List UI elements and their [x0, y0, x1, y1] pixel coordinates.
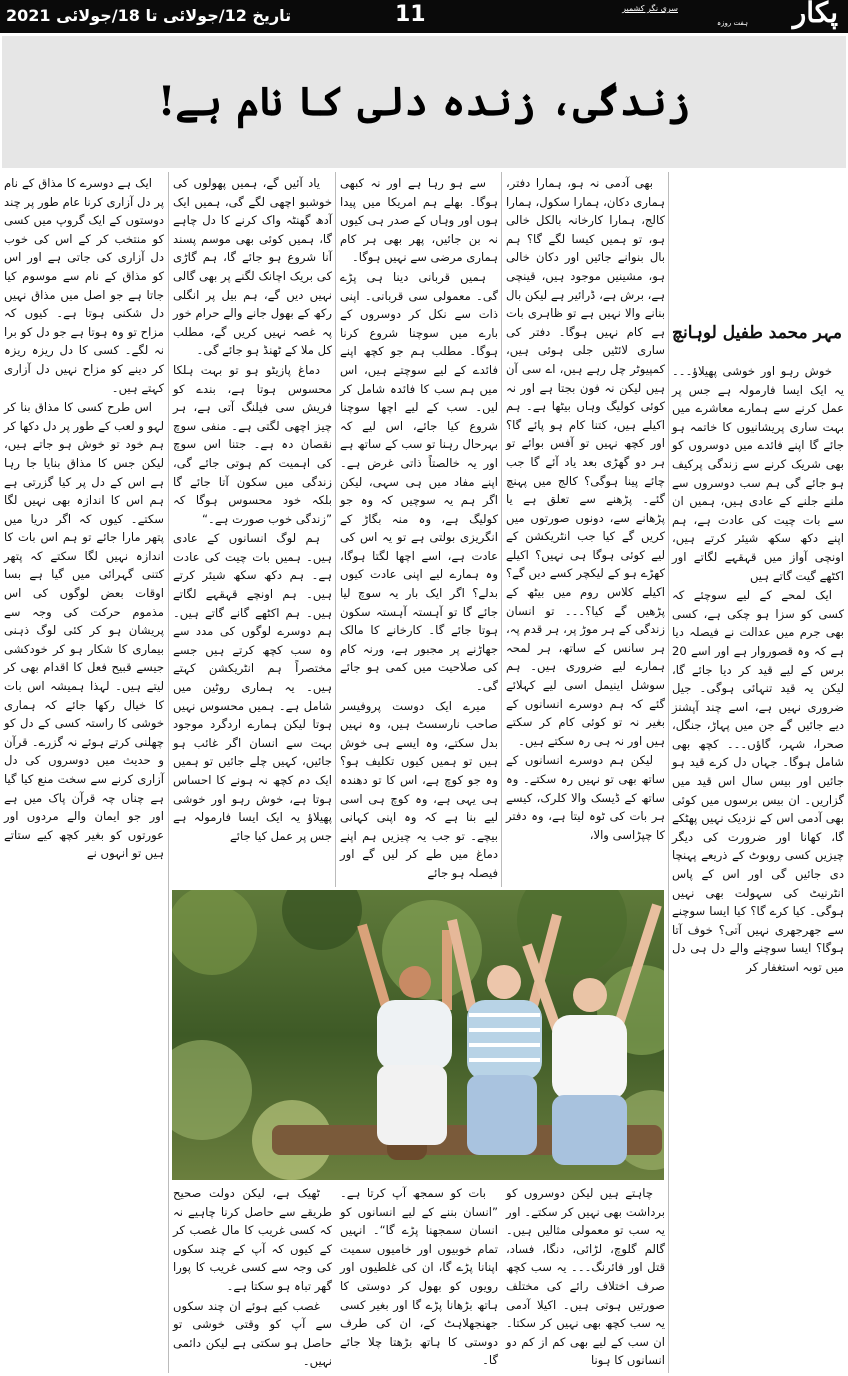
article-column-1-top [672, 362, 844, 978]
article-byline: مہر محمد طفیل لوہانچ [672, 323, 842, 343]
masthead-logo [598, 0, 848, 33]
issue-date: تاریخ 12/جولائی تا 18/جولائی 2021 [6, 6, 292, 25]
article-paragraph: اس طرح کسی کا مذاق بنا کر لہو و لعب کے طور پر دل دکھا کر ہم خود تو خوش ہو جاتے ہیں، لیکن جس کا مذاق بنایا جا رہا ہے اس کے دل پر کیا گزرتی ہے ہم اس کا اندازہ بھی نہیں لگا سکتے۔ کیوں کہ اگر دریا میں پتھر مارا جائے تو ہم اس بات کا اندازہ نہیں لگا سکتے کہ پتھر کتنی گہرائی میں گیا ہے بسا اوقات بعض لوگوں کی اس مذموم حرکت کی وجہ سے پریشان ہو کر کئی لوگ ذہنی بیماری کا شکار ہو کر خودکشی جیسے قبیح فعل کا اقدام بھی کر لیتے ہیں۔ لہذا ہمیشہ اس بات کا خیال رکھا جائے کہ ہماری خوشی کا راستہ کسی کے دل کو چھلنی کرتے ہوئے نہ گزرے۔ قرآن و حدیث میں دوسروں کی دل آزاری کرنے سے سخت منع کیا گیا ہے چناں چہ قرآن پاک میں ہے اور جو ایمان والے مردوں اور عورتوں کو بغیر کچھ کیے ستاتے ہیں تو انہوں نے [4, 400, 164, 861]
article-photo-three-men-cheering [172, 890, 664, 1180]
article-paragraph: بھی آدمی نہ ہو، ہمارا دفتر، ہماری دکان، ہمارا سکول، ہمارا کالج، ہمارا کارخانہ بالکل خالی ہو، تو ہمیں کیسا لگے گا؟ ہم بال بنوانے جائیں اور دکان خالی ہو، مشینیں موجود ہیں، قینچی ہے، برش ہے، ڈرائیر ہے لیکن بال بنانے والا نہیں ہے تو ظاہری بات ہے کام نہیں ہوگا۔ دفتر کی ساری لائٹیں جلی ہوئی ہیں، کمپیوٹر چل رہے ہیں، اے سی آن ہیں لیکن نہ فون بجتا ہے اور نہ کوئی کولیگ وہاں بیٹھا ہے۔ ہم اکیلے ہیں، کتنا کام ہو پائے گا؟ اور کچھ نہیں تو آفس بوائے تو ہر دو گھڑی بعد یاد آئے گا جب چائے پینا ہوگی؟ کالج میں پہنچ گئے۔ پڑھنے سے تعلق ہے یا پڑھانے سے، دونوں صورتوں میں کریں گے کیا جب انٹریکشن کے لیے کوئی ہوگا ہی نہیں؟ اکیلے کھڑے ہو کے لیکچر کسے دیں گے؟ اکیلے کلاس روم میں بیٹھ کے پڑھیں گے کیا؟۔۔۔ تو انسان زندگی کے ہر موڑ پر، ہر قدم پہ، ہر سانس کے ساتھ، ہر لمحہ ہمارے لیے ضروری ہیں۔ ہم سوشل اینیمل اسی لیے کہلائے گئے کہ ہم دوسرے انسانوں کے بغیر نہ تو کوئی کام کر سکتے ہیں اور نہ ہی رہ سکتے ہیں۔ [506, 176, 665, 748]
column-divider [335, 172, 336, 887]
article-paragraph: چاہتے ہیں لیکن دوسروں کو برداشت بھی نہیں کر سکتے۔ اور یہ سب تو معمولی مثالیں ہیں۔ گالم گلوچ، لڑائی، دنگا، فساد، قتل اور فائرنگ۔۔۔ یہ سب کچھ صرف اختلاف رائے کی مختلف صورتیں ہوتی ہیں۔ اکیلا آدمی یہ سب کچھ بھی نہیں کر سکتا۔ ان سب کے لیے بھی کم از کم دو انسانوں کا ہونا [506, 1186, 665, 1368]
article-column-5-top [4, 174, 164, 864]
article-paragraph: ٹھیک ہے، لیکن دولت صحیح طریقے سے حاصل کرنا چاہیے نہ کہ کسی غریب کا مال غصب کر کے کیوں کہ آپ کے چند سکوں کی وجہ سے کسی غریب کا پورا گھر تباہ ہو سکتا ہے۔ [173, 1186, 332, 1293]
headline-box [2, 36, 846, 168]
article-column-3-top [340, 174, 498, 884]
article-column-2-top [506, 174, 665, 845]
column-divider [168, 172, 169, 1373]
column-divider [501, 172, 502, 887]
article-headline: زندگی، زندہ دلی کا نام ہے! [157, 78, 691, 125]
article-column-4-top [173, 174, 332, 846]
article-paragraph: میرے ایک دوست پروفیسر صاحب نارسسٹ ہیں، وہ نہیں بدل سکتے، وہ ایسے ہی خوش ہیں تو ہمیں کیوں تکلیف ہو؟ وہ جو کوچ ہے، اس کا تو دھندہ ہی یہی ہے، وہ کوچ ہی اسی لیے بنا ہے کہ وہ اپنی کہانی بیچے۔ تو جب یہ چیزیں ہم اپنے دماغ میں طے کر لیں گے اور فیصلہ ہو جائے [340, 698, 498, 880]
article-paragraph: سے ہو رہا ہے اور نہ کبھی ہوگا۔ بھلے ہم امریکا میں پیدا ہوں اور وہاں کے صدر ہی کیوں نہ بن جائیں، پھر بھی ہر کام ہماری مرضی سے نہیں ہوگا۔ [340, 176, 498, 265]
article-paragraph: خوش رہو اور خوشی پھیلاؤ۔۔۔ یہ ایک ایسا فارمولہ ہے جس پر عمل کرنے سے ہمارے معاشرے میں بہت ساری پریشانیوں کا خاتمہ ہو جائے گا اپنے فائدے میں دوسروں کو بھی شریک کرنے سے زندگی پرکیف ہو جائے گی ہم سب دوسروں سے ملنے جلنے کے عادی ہیں، ہمیں ان سے بات چیت کی عادت ہے، ہم اپنے دکھ سکھ شیئر کرتے ہیں، اونچی آواز میں قہقہے لگاتے اور اکٹھے گیت گاتے ہیں [672, 364, 844, 583]
masthead-city: سری نگر کشمیر [622, 4, 678, 13]
article-paragraph: لیکن ہم دوسرے انسانوں کے ساتھ بھی تو نہیں رہ سکتے۔ وہ ساتھ کے ڈیسک والا کلرک، کیسے ہر بات کی ٹوہ لیتا ہے، وہ دفتر کا چپڑاسی والا، [506, 753, 665, 842]
article-paragraph: دماغ پازیٹو ہو تو بہت ہلکا محسوس ہوتا ہے، بندے کو فریش سی فیلنگ آتی ہے، ہر چیز اچھی لگتی ہے۔ منفی سوچ نقصان دہ ہے۔ جتنا اس سوچ کی اہمیت کم ہوتی جائے گی، زندگی میں سکون آتا جائے گا بلکہ خود محسوس ہوگا کہ ”زندگی خوب صورت ہے۔“ [173, 362, 332, 526]
article-paragraph: غصب کیے ہوئے ان چند سکوں سے آپ کو وقتی خوشی تو حاصل ہو سکتی ہے لیکن دائمی نہیں۔ [173, 1298, 332, 1369]
masthead-frequency: ہفت روزہ [717, 19, 748, 27]
page-header-bar [0, 0, 848, 33]
article-paragraph: ہمیں قربانی دینا ہی پڑے گی۔ معمولی سی قربانی۔ اپنی ذات سے نکل کر دوسروں کے بارے میں سوچنا شروع کرنا ہوگا۔ مطلب ہم جو کچھ اپنے فائدے کے لیے سوچتے ہیں، اس میں ہم سب کا فائدہ شامل کر لیں۔ سب کے لیے اچھا سوچنا شروع کیا جائے، اس لیے کہ بہرحال رہنا تو سب کے ساتھ ہے اور یہ خالصتاً ذاتی غرض ہے۔ اپنے مفاد میں ہی سہی، لیکن اگر ہم یہ سوچیں کہ وہ جو کولیگ ہے، وہ منہ بگاڑ کے انگریزی بولتی ہے تو یہ اس کی عادت ہے، اسے اچھا لگتا ہوگا، وہ ہمارے لیے اپنی عادت کیوں بدلے؟ اگر ایک بار یہ سوچ لیا جائے گا تو آہستہ آہستہ سکون ہوتا جائے گا۔ کارخانے کا مالک جھاڑنے پر مجبور ہے، ورنہ کام کی صلاحیت میں کمی ہو جائے گی۔ [340, 269, 498, 694]
page-number: 11 [395, 2, 426, 27]
article-paragraph: ہم لوگ انسانوں کے عادی ہیں۔ ہمیں بات چیت کی عادت ہے۔ ہم دکھ سکھ شیئر کرتے ہیں۔ ہم اونچے قہقہے لگاتے ہیں۔ ہم اکٹھے گانے گاتے ہیں۔ ہم دوسرے لوگوں کی مدد سے وہ سب کچھ کرتے ہیں جسے مختصراً ہم انٹریکشن کہتے ہیں۔ یہ ہماری روٹین میں شامل ہے۔ ہمیں محسوس نہیں ہوتا لیکن ہمارے اردگرد موجود بہت سے انسان اگر غائب ہو جائیں، کہیں چلے جائیں تو ہمیں ایک دم کچھ نہ ہونے کا احساس ہوتا ہے، خوش رہو اور خوشی پھیلاؤ یہ ایک ایسا فارمولہ ہے جس پر عمل کیا جائے [173, 531, 332, 843]
article-paragraph: ایک لمحے کے لیے سوچئے کہ کسی کو سزا ہو چکی ہے، کسی بھی جرم میں عدالت نے فیصلہ دیا ہے کہ وہ قصوروار ہے اور اسے 20 برس کے لیے قید کر دیا جائے گا، لیکن یہ قید تنہائی ہوگی۔ جیل ضروری نہیں ہے، اسے چند آپشنز دیے جائیں گے جن میں پہاڑ، جنگل، صحرا، شہر، گاؤں۔۔۔ کچھ بھی شامل ہوگا۔ جہاں دل کرے قید ہو جائیں اور بیس سال اس قید میں گزاریں۔ ان بیس برسوں میں کوئی بھی آدمی اس کے نزدیک نہیں پھٹکے گا، کھانا اور ضرورت کی دیگر چیزیں کسی روبوٹ کے ذریعے پہنچا دی جائیں گی اور اس کے پاس انٹرنیٹ کی سہولت بھی نہیں ہوگی۔ کیا کرے گا؟ کیا ایسا سوچنے سے جھرجھری نہیں آتی؟ خوف آتا ہوگا؟ ایسا سوچنے والے دل ہی دل میں توبہ استغفار کر [672, 588, 844, 974]
article-column-3-bottom [340, 1184, 498, 1371]
masthead-name: پکار [792, 0, 838, 29]
article-paragraph: ایک ہے دوسرے کا مذاق کے نام پر دل آزاری کرنا عام طور پر چند دوستوں کے ایک گروپ میں کسی کو منتخب کر کے اس کی خوب دل آزاری کی جاتی ہے اور اس کو مذاق کے نام سے موسوم کیا جاتا ہے جو اصل میں مذاق نہیں دل شکنی ہوتا ہے۔ کیوں کہ مزاح تو وہ ہوتا ہے جو دل کو برا نہ لگے۔ کسی کا دل ریزہ ریزہ کر دینے کو مزاح نہیں دل آزاری کہتے ہیں۔ [4, 176, 164, 395]
article-column-2-bottom [506, 1184, 665, 1371]
article-paragraph: یاد آئیں گے، ہمیں پھولوں کی خوشبو اچھی لگے گی، ہمیں ایک آدھ گھنٹہ واک کرنے کا دل چاہے گا، ہمیں کوئی بھی موسم پسند آنا شروع ہو جائے گا، ہم گاڑی کی بریک اچانک لگنے پر بھی گالی نہیں دیں گے، ہم بیل پر انگلی رکھ کے بھول جانے والے حرام خور پہ غصہ نہیں کریں گے، مطلب کل ملا کے ٹھنڈ ہو جائے گی۔ [173, 176, 332, 358]
article-column-4-bottom [173, 1184, 332, 1372]
column-divider [668, 172, 669, 1373]
article-paragraph: بات کو سمجھ آپ کرتا ہے۔ ”انسان بننے کے لیے انسانوں کو انسان سمجھنا پڑے گا“۔ انہیں تمام خوبیوں اور خامیوں سمیت اپنانا پڑے گا، ان کی غلطیوں اور رویوں کو بھول کر دوستی کا ہاتھ بڑھانا پڑے گا اور بغیر کسی جھنجھلاہٹ کے، ان کی طرف دوستی کا ہاتھ بڑھتا چلا جائے گا۔ [340, 1186, 498, 1368]
